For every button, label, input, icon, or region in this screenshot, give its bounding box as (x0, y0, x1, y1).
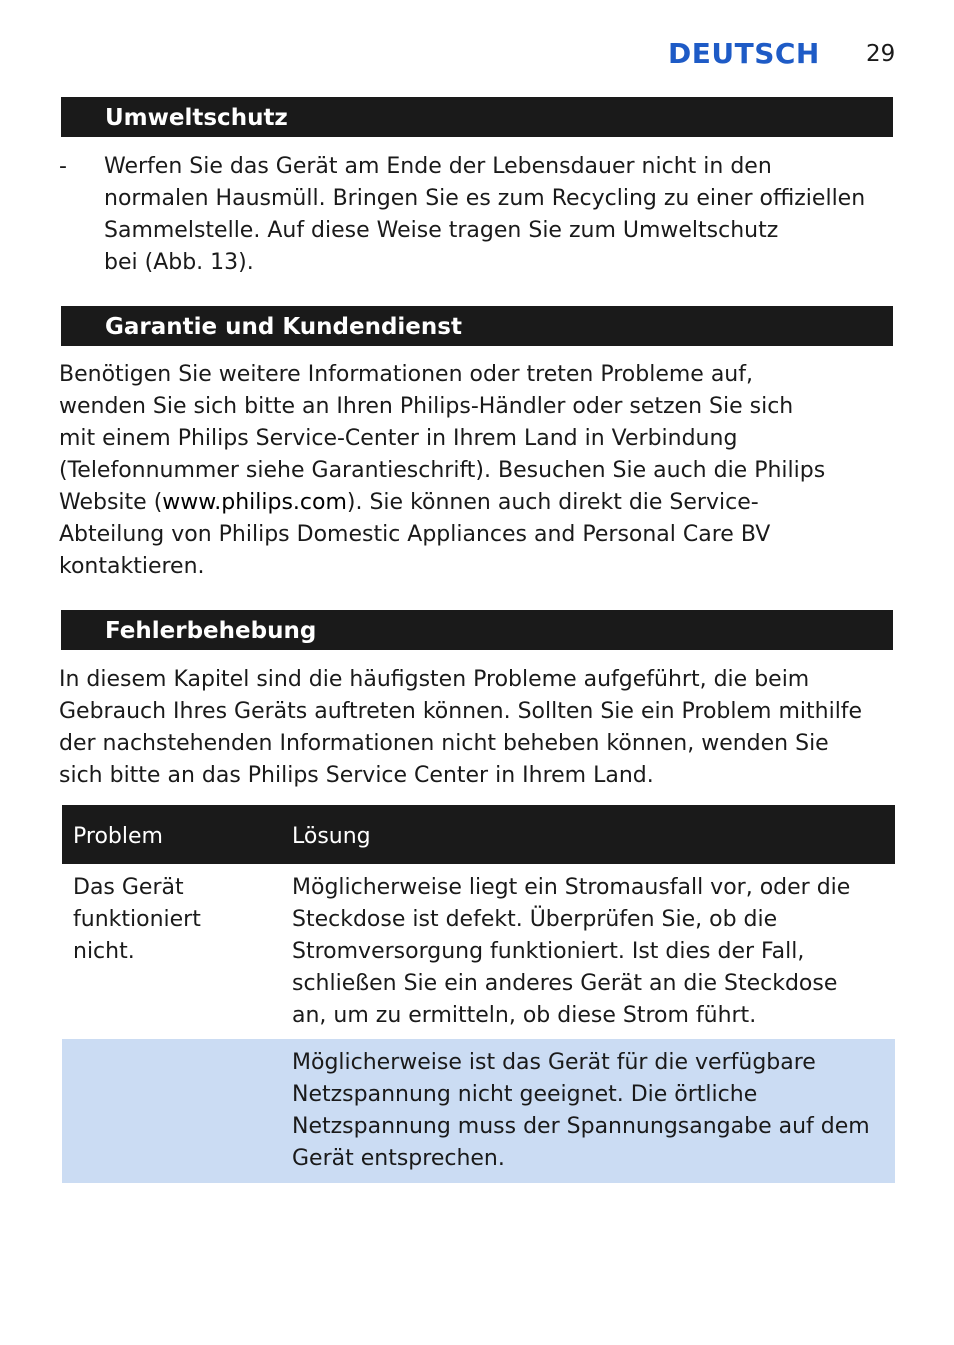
website-line (59, 487, 825, 519)
website-link[interactable]: www.philips.com (162, 490, 347, 515)
website-line-post: ). Sie können auch direkt die Service- (346, 490, 759, 515)
cell-line: an, um zu ermitteln, ob diese Strom führt. (292, 1003, 757, 1028)
table-header (62, 805, 895, 864)
problem-cell (73, 872, 201, 968)
cell-line: Gerät entsprechen. (292, 1146, 505, 1171)
bullet-dash: - (59, 154, 67, 179)
cell-line: Steckdose ist defekt. Überprüfen Sie, ob die (292, 907, 778, 932)
cell-line: Das Gerät (73, 875, 184, 900)
cell-line: Möglicherweise ist das Gerät für die verfügbare (292, 1050, 816, 1075)
fehlerbehebung-paragraph (59, 664, 862, 792)
table-row (62, 1039, 895, 1183)
solution-cell (292, 872, 850, 1032)
cell-line: Netzspannung muss der Spannungsangabe auf dem (292, 1114, 870, 1139)
text-line: der nachstehenden Informationen nicht beheben können, wenden Sie (59, 731, 829, 756)
language-heading: DEUTSCH (668, 37, 820, 70)
solution-cell (292, 1047, 870, 1175)
text-line: Sammelstelle. Auf diese Weise tragen Sie zum Umweltschutz (104, 218, 779, 243)
cell-line: Stromversorgung funktioniert. Ist dies der Fall, (292, 939, 805, 964)
website-line-pre: Website ( (59, 490, 163, 515)
text-line: normalen Hausmüll. Bringen Sie es zum Recycling zu einer offiziellen (104, 186, 866, 211)
text-line: sich bitte an das Philips Service Center in Ihrem Land. (59, 763, 654, 788)
page-number: 29 (866, 41, 896, 67)
umweltschutz-paragraph (104, 151, 865, 279)
section-title-umweltschutz: Umweltschutz (105, 105, 288, 131)
text-line: mit einem Philips Service-Center in Ihrem Land in Verbindung (59, 426, 738, 451)
text-line: Werfen Sie das Gerät am Ende der Lebensdauer nicht in den (104, 154, 772, 179)
section-bar-garantie (61, 306, 893, 346)
cell-line: Netzspannung nicht geeignet. Die örtliche (292, 1082, 758, 1107)
text-line: bei (Abb. 13). (104, 250, 254, 275)
column-header-solution: Lösung (292, 824, 371, 849)
text-line: wenden Sie sich bitte an Ihren Philips-Händler oder setzen Sie sich (59, 394, 794, 419)
text-line: Gebrauch Ihres Geräts auftreten können. Sollten Sie ein Problem mithilfe (59, 699, 863, 724)
text-line: In diesem Kapitel sind die häufigsten Probleme aufgeführt, die beim (59, 667, 810, 692)
text-line: (Telefonnummer siehe Garantieschrift). Besuchen Sie auch die Philips (59, 458, 826, 483)
section-bar-fehlerbehebung (61, 610, 893, 650)
column-header-problem: Problem (73, 824, 163, 849)
cell-line: nicht. (73, 939, 135, 964)
text-line: kontaktieren. (59, 554, 205, 579)
cell-line: Möglicherweise liegt ein Stromausfall vor, oder die (292, 875, 851, 900)
text-line: Benötigen Sie weitere Informationen oder treten Probleme auf, (59, 362, 753, 387)
text-line: Abteilung von Philips Domestic Appliances and Personal Care BV (59, 522, 771, 547)
table-row (62, 864, 895, 1039)
section-title-garantie: Garantie und Kundendienst (105, 314, 462, 340)
section-bar-umweltschutz (61, 97, 893, 137)
cell-line: funktioniert (73, 907, 201, 932)
garantie-paragraph (59, 359, 825, 583)
cell-line: schließen Sie ein anderes Gerät an die Steckdose (292, 971, 838, 996)
section-title-fehlerbehebung: Fehlerbehebung (105, 618, 317, 644)
